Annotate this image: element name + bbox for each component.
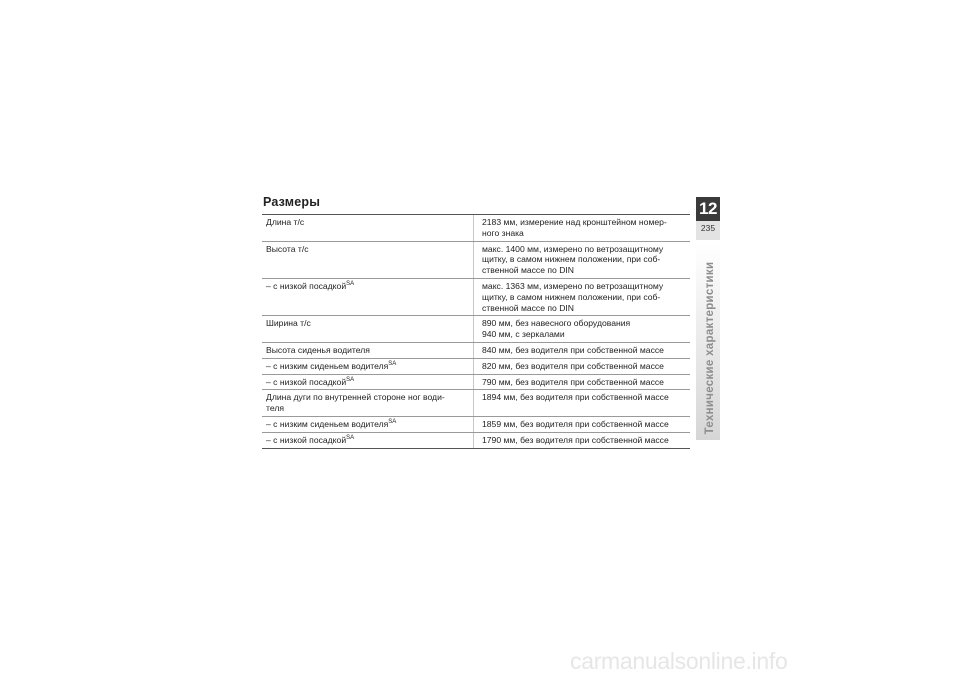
row-label: Длина т/с	[266, 217, 305, 227]
sa-marker: SA	[388, 418, 397, 425]
row-value: 2183 мм, измерение над кронштейном номер- ного знака	[473, 215, 690, 241]
row-value: 1859 мм, без водителя при собственной массе	[473, 417, 690, 432]
row-value: 820 мм, без водителя при собственной массе	[473, 359, 690, 374]
sa-marker: SA	[388, 360, 397, 367]
table-row	[262, 417, 690, 433]
row-value: 1894 мм, без водителя при собственной массе	[473, 390, 690, 416]
sa-marker: SA	[346, 280, 355, 287]
table-row	[262, 359, 690, 375]
table-row	[262, 316, 690, 343]
watermark: carmanualsonline.info	[570, 648, 788, 674]
row-label: – с низкой посадкой$^{SA}$	[266, 434, 355, 445]
table-row	[262, 242, 690, 279]
row-label: Высота сиденья водителя	[266, 344, 370, 355]
sa-marker: SA	[346, 376, 355, 383]
row-value: макс. 1363 мм, измерено по ветрозащитному щитку, в самом нижнем положении, при соб- ственной массе по DIN	[473, 279, 690, 315]
row-value: 790 мм, без водителя при собственной массе	[473, 375, 690, 390]
row-label: Высота т/с	[266, 243, 309, 254]
row-label: – с низким сиденьем водителя$^{SA}$	[266, 418, 397, 429]
chapter-badge	[696, 197, 720, 240]
row-value: 840 мм, без водителя при собственной массе	[473, 343, 690, 358]
row-label: – с низкой посадкой$^{SA}$	[266, 280, 355, 291]
table-row	[262, 343, 690, 359]
row-value: макс. 1400 мм, измерено по ветрозащитному щитку, в самом нижнем положении, при соб- ственной массе по DIN	[473, 242, 690, 278]
row-value: 890 мм, без навесного оборудования 940 мм, с зеркалами	[473, 316, 690, 342]
chapter-label: Технические характеристики	[704, 261, 716, 435]
row-label: Ширина т/с	[266, 318, 311, 329]
row-label: – с низким сиденьем водителя$^{SA}$	[266, 360, 397, 371]
sa-marker: SA	[346, 434, 355, 441]
table-row	[262, 390, 690, 417]
table-row	[262, 279, 690, 316]
page-number: 235	[700, 223, 716, 233]
table-row	[262, 215, 690, 242]
row-value: 1790 мм, без водителя при собственной массе	[473, 433, 690, 448]
chapter-number: 12	[699, 199, 717, 218]
dimensions-table	[262, 214, 690, 449]
table-row	[262, 375, 690, 391]
row-label: – с низкой посадкой$^{SA}$	[266, 376, 355, 387]
page-title: Размеры	[263, 195, 321, 209]
row-label: Длина дуги по внутренней стороне ног води- теля	[266, 392, 445, 414]
table-row	[262, 433, 690, 449]
